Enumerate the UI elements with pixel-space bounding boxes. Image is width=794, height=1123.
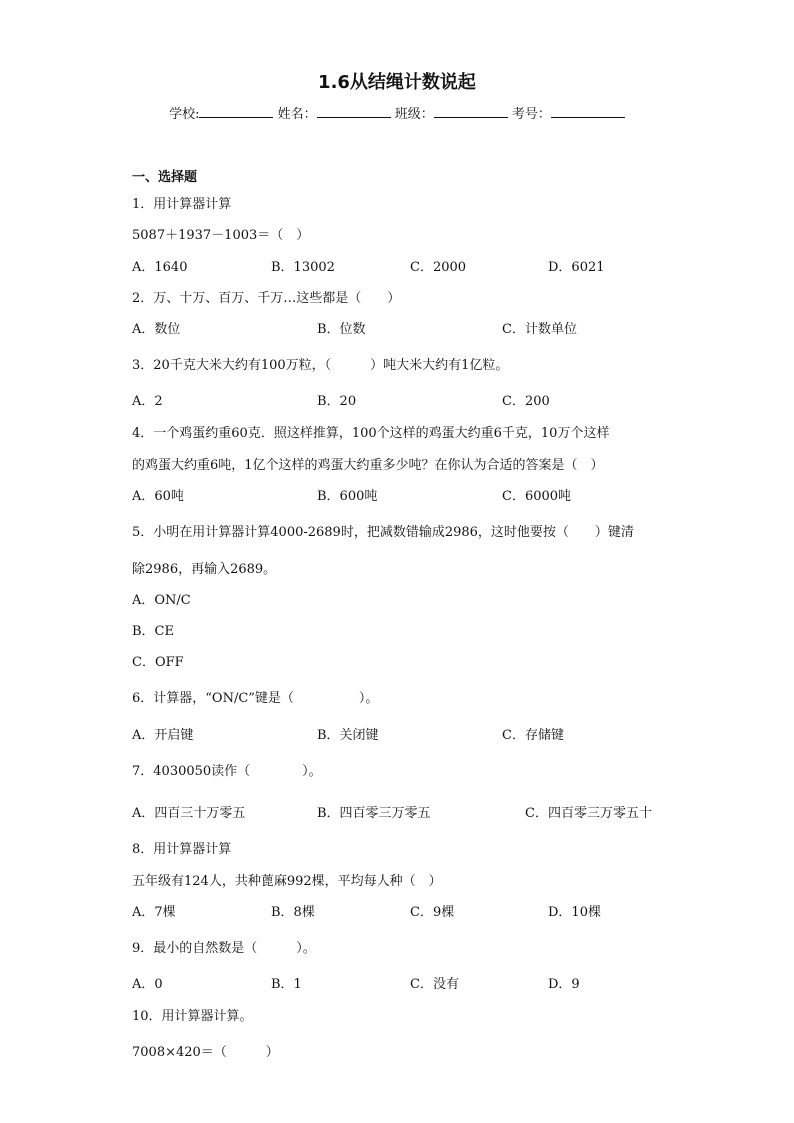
question-1-option-b[interactable]: B．13002 — [271, 260, 335, 275]
question-7-stem: 7．4030050读作（ ）。 — [132, 764, 322, 779]
question-3-option-a[interactable]: A．2 — [132, 394, 163, 409]
question-7-option-c[interactable]: C．四百零三万零五十 — [525, 806, 652, 821]
question-4-option-a[interactable]: A．60吨 — [132, 489, 184, 504]
question-6-option-c[interactable]: C．存储键 — [502, 728, 564, 743]
question-6-option-b[interactable]: B．关闭键 — [317, 728, 379, 743]
question-8-stem-line-1: 8．用计算器计算 — [132, 842, 232, 857]
question-2-option-b[interactable]: B．位数 — [317, 322, 366, 337]
number-blank[interactable] — [551, 105, 625, 118]
question-6-option-a[interactable]: A．开启键 — [132, 728, 194, 743]
document-title: 1.6从结绳计数说起 — [318, 72, 476, 93]
question-2-option-a[interactable]: A．数位 — [132, 322, 181, 337]
question-2-stem: 2．万、十万、百万、千万…这些都是（ ） — [132, 291, 401, 306]
question-4-option-c[interactable]: C．6000吨 — [502, 489, 572, 504]
question-1-option-d[interactable]: D．6021 — [548, 260, 605, 275]
school-label: 学校: — [169, 107, 200, 122]
question-5-stem-line-2: 除2986，再输入2689。 — [132, 562, 277, 577]
question-8-option-d[interactable]: D．10棵 — [548, 905, 601, 920]
name-blank[interactable] — [317, 105, 391, 118]
question-7-option-a[interactable]: A．四百三十万零五 — [132, 806, 246, 821]
question-3-option-b[interactable]: B．20 — [317, 394, 357, 409]
school-blank[interactable] — [199, 105, 273, 118]
question-3-stem: 3．20千克大米大约有100万粒，（ ）吨大米大约有1亿粒。 — [132, 358, 509, 373]
name-label: 姓名： — [277, 107, 317, 122]
question-5-stem-line-1: 5．小明在用计算器计算4000-2689时，把减数错输成2986，这时他要按（ ）键清 — [132, 525, 634, 540]
question-5-option-b[interactable]: B．CE — [132, 624, 174, 639]
question-1-option-a[interactable]: A．1640 — [132, 260, 188, 275]
question-4-stem-line-1: 4．一个鸡蛋约重60克．照这样推算，100个这样的鸡蛋大约重6千克，10万个这样 — [132, 426, 610, 441]
class-blank[interactable] — [434, 105, 508, 118]
question-5-option-a[interactable]: A．ON/C — [132, 593, 191, 608]
class-label: 班级： — [394, 107, 434, 122]
question-7-option-b[interactable]: B．四百零三万零五 — [317, 806, 431, 821]
question-5-option-c[interactable]: C．OFF — [132, 655, 184, 670]
question-1-option-c[interactable]: C．2000 — [410, 260, 467, 275]
question-4-stem-line-2: 的鸡蛋大约重6吨，1亿个这样的鸡蛋大约重多少吨？在你认为合适的答案是（ ） — [132, 458, 604, 473]
question-6-stem: 6．计算器，“ON/C”键是（ ）。 — [132, 691, 379, 706]
question-9-stem: 9．最小的自然数是（ ）。 — [132, 941, 316, 956]
question-9-option-a[interactable]: A．0 — [132, 977, 163, 992]
student-info-row — [0, 103, 794, 122]
question-1-stem-line-2: 5087＋1937－1003＝（ ） — [132, 228, 310, 243]
section-heading: 一、选择题 — [132, 170, 198, 185]
question-8-option-a[interactable]: A．7棵 — [132, 905, 176, 920]
question-8-option-b[interactable]: B．8棵 — [271, 905, 315, 920]
question-4-option-b[interactable]: B．600吨 — [317, 489, 378, 504]
question-9-option-d[interactable]: D．9 — [548, 977, 580, 992]
question-8-option-c[interactable]: C．9棵 — [410, 905, 455, 920]
question-1-stem-line-1: 1．用计算器计算 — [132, 197, 232, 212]
question-8-stem-line-2: 五年级有124人，共种蓖麻992棵，平均每人种（ ） — [132, 874, 442, 889]
question-9-option-c[interactable]: C．没有 — [410, 977, 459, 992]
question-10-stem-line-1: 10．用计算器计算。 — [132, 1009, 253, 1024]
number-label: 考号： — [511, 107, 551, 122]
question-10-stem-line-2: 7008×420＝（ ） — [132, 1045, 279, 1060]
question-2-option-c[interactable]: C．计数单位 — [502, 322, 577, 337]
question-3-option-c[interactable]: C．200 — [502, 394, 550, 409]
question-9-option-b[interactable]: B．1 — [271, 977, 302, 992]
